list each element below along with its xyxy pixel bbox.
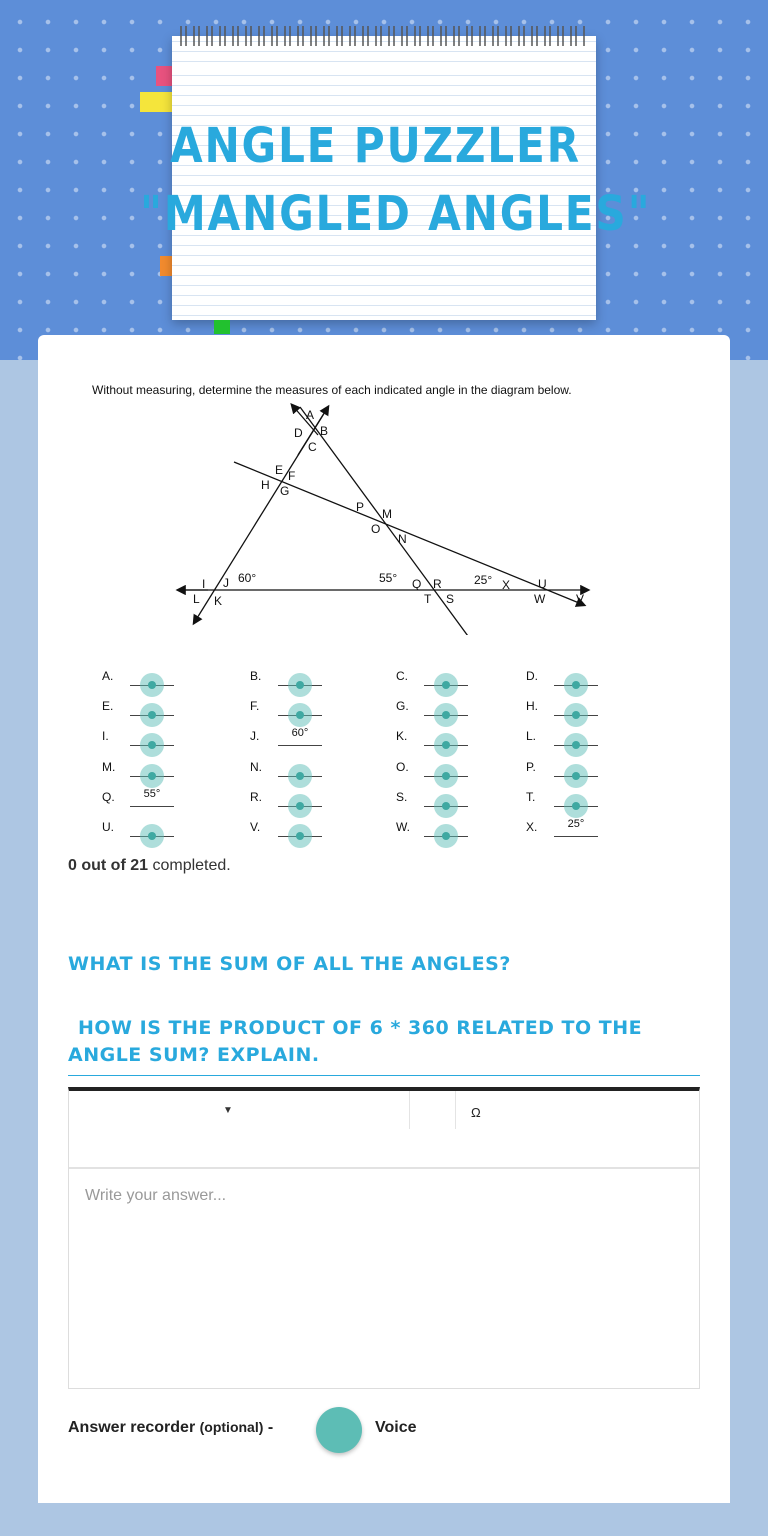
diagram-label: Q <box>412 577 422 591</box>
record-voice-button[interactable] <box>316 1407 362 1453</box>
diagram-label: S <box>446 592 455 606</box>
answer-drop-target[interactable] <box>564 703 588 727</box>
editor-toolbar <box>69 1091 699 1169</box>
answer-textarea[interactable] <box>69 1171 699 1385</box>
page-title-line-1: ANGLE PUZZLER <box>170 118 581 174</box>
answer-label: V. <box>250 820 261 834</box>
answer-blank <box>130 806 174 807</box>
answer-drop-target[interactable] <box>140 703 164 727</box>
answer-drop-target[interactable] <box>288 794 312 818</box>
answer-label: K. <box>396 729 408 743</box>
diagram-label: 60° <box>238 571 257 585</box>
diagram-label: 55° <box>379 571 398 585</box>
question-2-heading: HOW IS THE PRODUCT OF 6 * 360 RELATED TO THE ANGLE SUM? EXPLAIN. <box>68 1017 643 1066</box>
answer-label: B. <box>250 669 262 683</box>
answer-drop-target[interactable] <box>434 764 458 788</box>
diagram-label: K <box>214 594 223 608</box>
answer-given-value: 55° <box>143 788 161 800</box>
diagram-label: T <box>424 592 432 606</box>
answer-label: N. <box>250 760 262 774</box>
answer-label: A. <box>102 669 114 683</box>
answer-drop-target[interactable] <box>140 673 164 697</box>
answer-label: F. <box>250 699 260 713</box>
answer-blank <box>554 836 598 837</box>
toolbar-separator <box>455 1091 456 1129</box>
diagram-label: 25° <box>474 573 493 587</box>
notebook-tab-yellow <box>140 92 172 112</box>
diagram-label: H <box>261 478 270 492</box>
answer-label: C. <box>396 669 408 683</box>
answer-label: J. <box>250 729 260 743</box>
toolbar-separator <box>409 1091 410 1129</box>
answer-label: R. <box>250 790 262 804</box>
diagram-label: L <box>193 592 200 606</box>
diagram-label: U <box>538 577 547 591</box>
diagram-label: X <box>502 578 511 592</box>
diagram-label: C <box>308 440 317 454</box>
diagram-label: V <box>576 592 585 606</box>
notebook-tab-green <box>214 320 230 334</box>
answer-label: M. <box>102 760 116 774</box>
answer-label: I. <box>102 729 109 743</box>
voice-label: Voice <box>375 1419 417 1436</box>
worksheet-card <box>38 335 730 1503</box>
answer-drop-target[interactable] <box>288 764 312 788</box>
diagram-label: F <box>288 469 296 483</box>
progress-count: 0 out of 21 <box>68 857 149 874</box>
progress-text <box>68 857 231 875</box>
notebook-tab-pink <box>156 66 172 86</box>
answer-label: U. <box>102 820 114 834</box>
diagram-label: B <box>320 424 329 438</box>
diagram-label: N <box>398 532 407 546</box>
answer-label: P. <box>526 760 536 774</box>
answer-drop-target[interactable] <box>434 673 458 697</box>
answer-label: Q. <box>102 790 115 804</box>
answer-drop-target[interactable] <box>140 824 164 848</box>
diagram-label: W <box>534 592 546 606</box>
answer-drop-target[interactable] <box>288 703 312 727</box>
answer-drop-target[interactable] <box>564 764 588 788</box>
diagram-label: R <box>433 577 442 591</box>
answer-label: W. <box>396 820 410 834</box>
notebook-rings <box>180 26 588 46</box>
instruction-text: Without measuring, determine the measures of each indicated angle in the diagram below. <box>92 383 572 397</box>
answer-drop-target[interactable] <box>140 764 164 788</box>
answer-drop-target[interactable] <box>140 733 164 757</box>
diagram-label: I <box>202 577 206 591</box>
answer-given-value: 25° <box>567 818 585 830</box>
caret-down-icon[interactable]: ▼ <box>223 1105 233 1116</box>
answer-drop-target[interactable] <box>434 733 458 757</box>
answer-drop-target[interactable] <box>288 673 312 697</box>
question-1-heading: WHAT IS THE SUM OF ALL THE ANGLES? <box>68 953 511 975</box>
special-character-button[interactable]: Ω <box>471 1105 481 1120</box>
progress-suffix: completed. <box>148 857 231 874</box>
answer-label: E. <box>102 699 114 713</box>
diagram-label: G <box>280 484 290 498</box>
diagram-label: D <box>294 426 303 440</box>
answer-label: X. <box>526 820 538 834</box>
answer-drop-target[interactable] <box>288 824 312 848</box>
recorder-optional: (optional) <box>199 1419 264 1435</box>
answer-drop-target[interactable] <box>564 673 588 697</box>
diagram-label: O <box>371 522 381 536</box>
diagram-label: A <box>306 408 315 422</box>
answer-label: O. <box>396 760 409 774</box>
answer-label: G. <box>396 699 409 713</box>
answer-drop-target[interactable] <box>564 794 588 818</box>
answer-given-value: 60° <box>291 727 309 739</box>
recorder-label: Answer recorder <box>68 1419 196 1436</box>
diagram-label: J <box>223 576 229 590</box>
answer-label: D. <box>526 669 538 683</box>
diagram-label: E <box>275 463 284 477</box>
answer-label: T. <box>526 790 536 804</box>
divider <box>68 1075 700 1076</box>
header-banner <box>0 0 768 360</box>
answer-label: S. <box>396 790 408 804</box>
angle-diagram <box>38 335 730 635</box>
answer-drop-target[interactable] <box>434 703 458 727</box>
answer-drop-target[interactable] <box>434 794 458 818</box>
answer-blank <box>278 745 322 746</box>
answer-recorder-label <box>68 1419 273 1437</box>
recorder-dash: - <box>267 1419 274 1436</box>
answer-label: H. <box>526 699 538 713</box>
answer-editor <box>68 1087 700 1389</box>
notebook-graphic <box>172 36 596 320</box>
diagram-label: P <box>356 500 365 514</box>
diagram-label: M <box>382 507 392 521</box>
answer-drop-target[interactable] <box>564 733 588 757</box>
answer-label: L. <box>526 729 537 743</box>
page-title-line-2: "MANGLED ANGLES" <box>140 186 652 242</box>
answer-drop-target[interactable] <box>434 824 458 848</box>
